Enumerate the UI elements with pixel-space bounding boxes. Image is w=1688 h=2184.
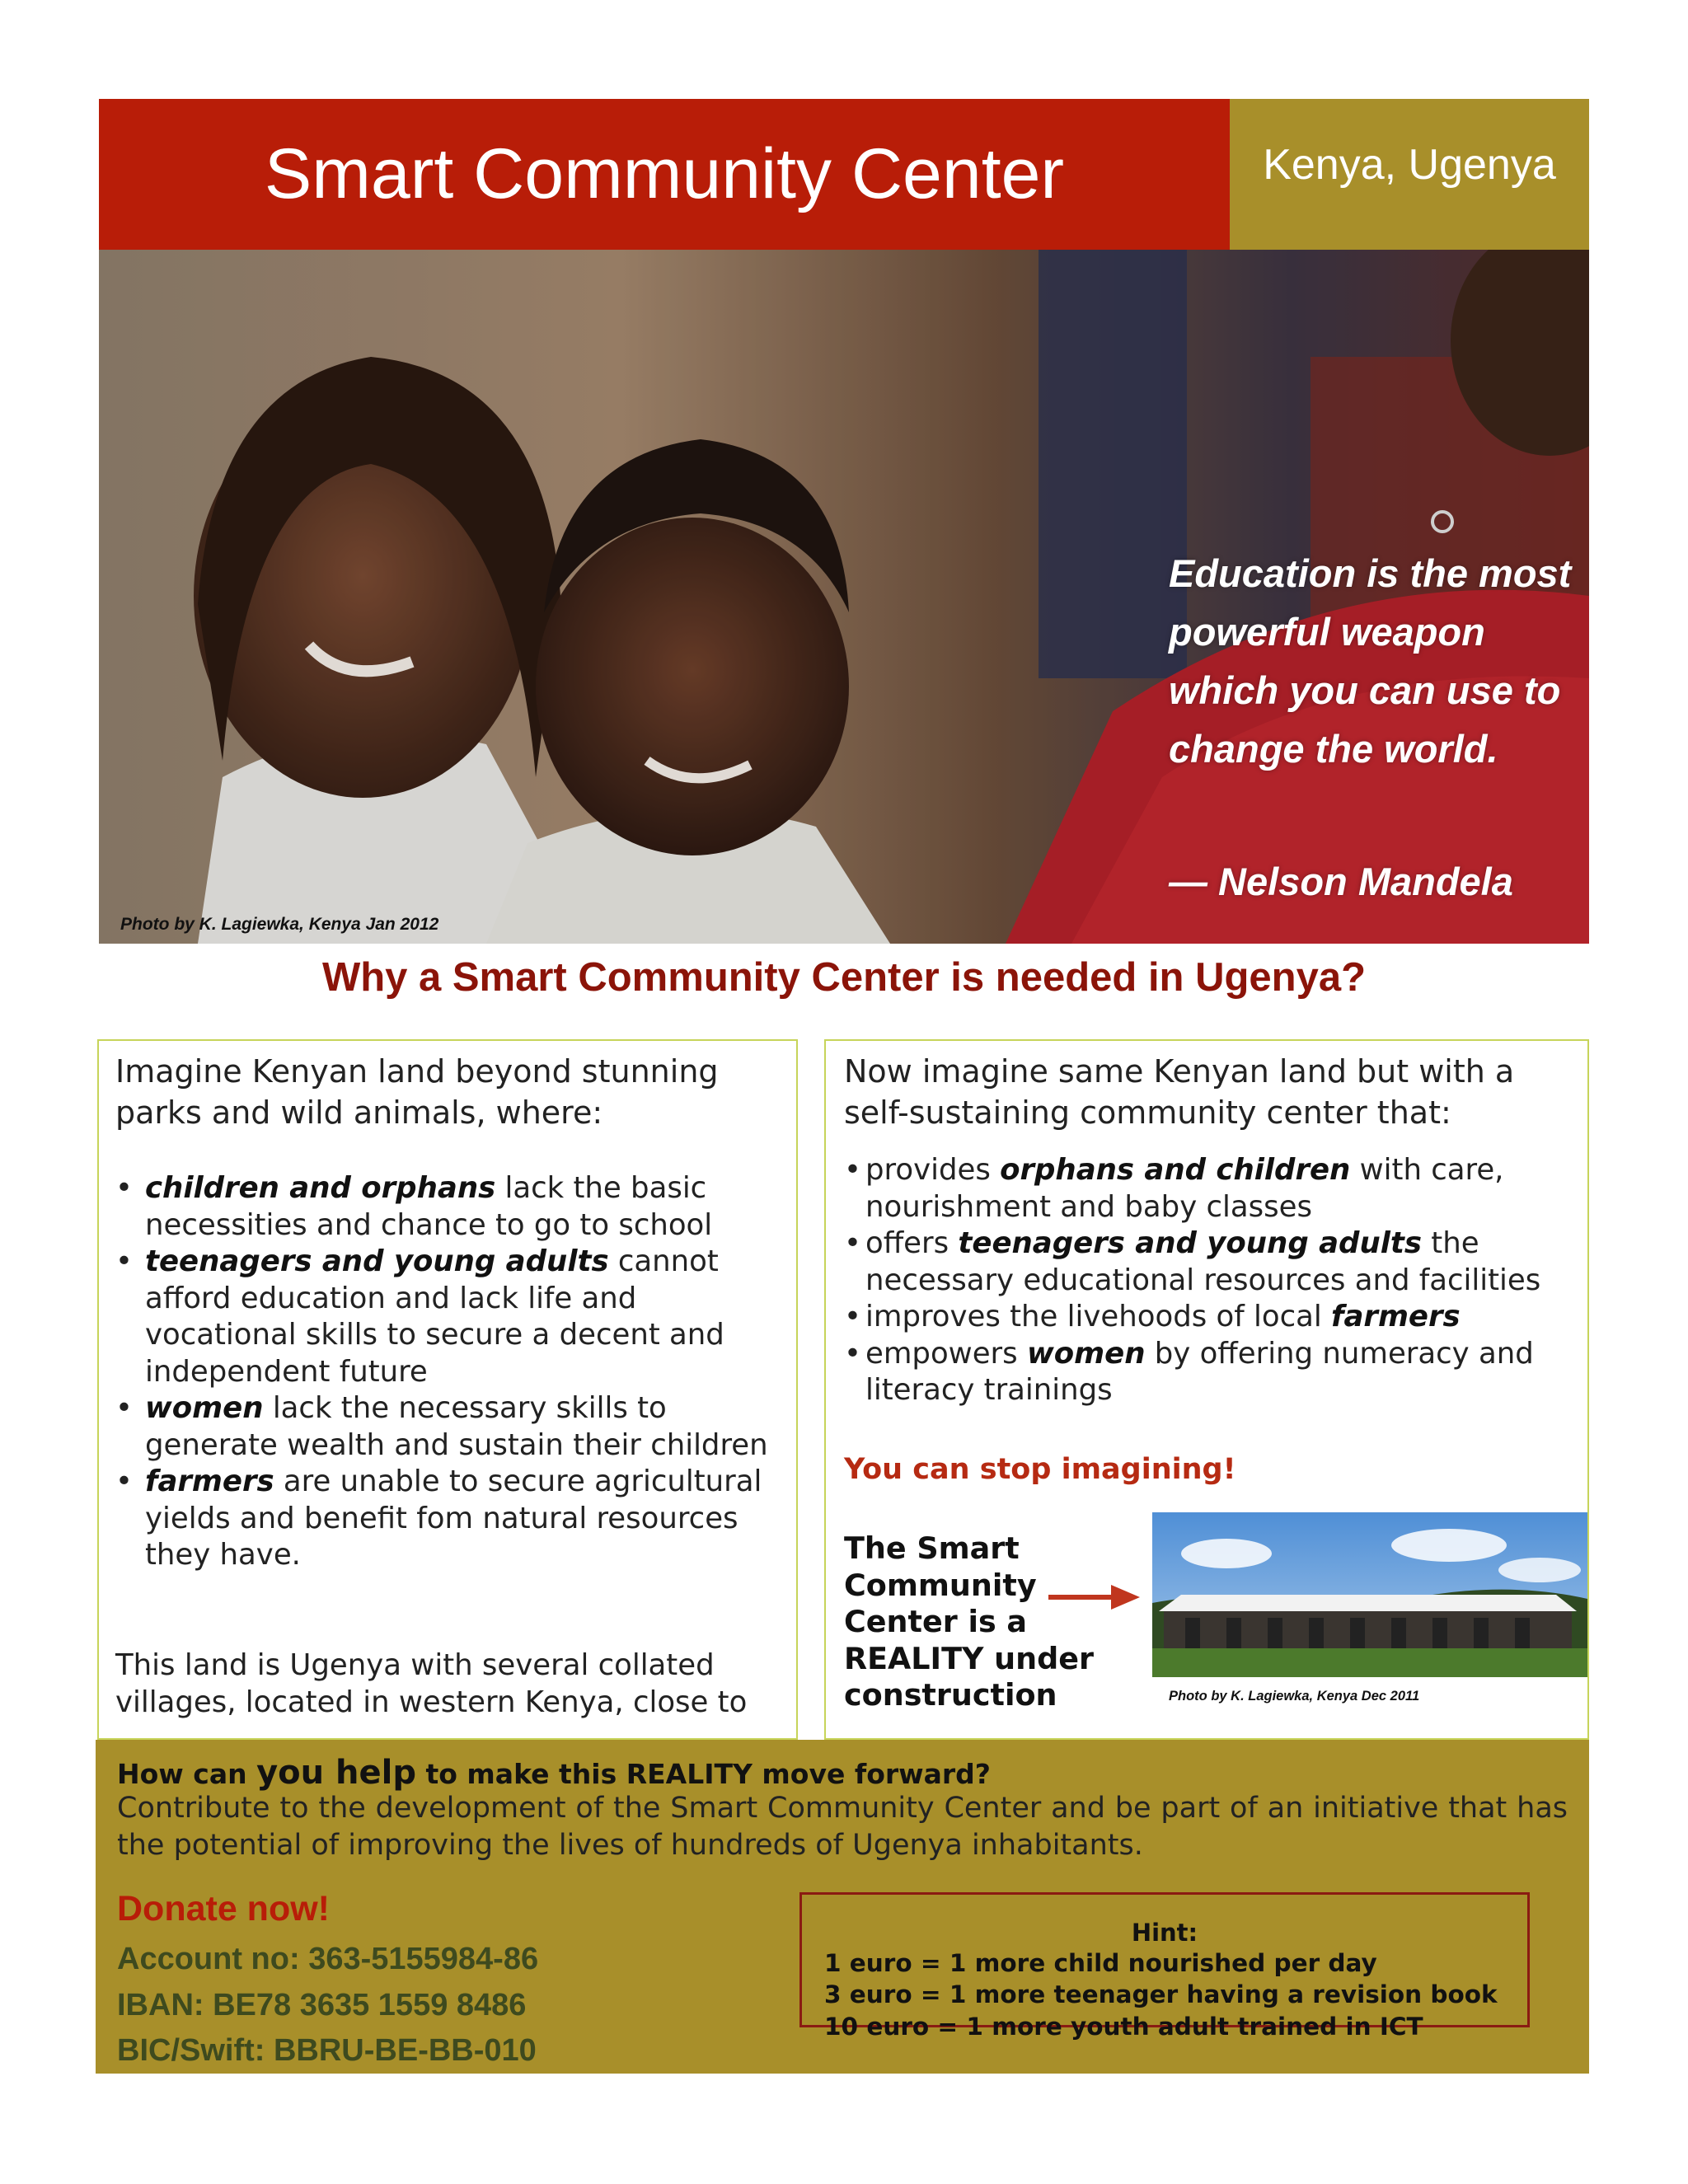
list-item: • empowers women by offering numeracy and literacy trainings (844, 1336, 1534, 1407)
list-item-highlight: women (145, 1391, 264, 1425)
bic-swift: BIC/Swift: BBRU-BE-BB-010 (117, 2033, 537, 2068)
help-heading-part: How can (117, 1758, 257, 1790)
building-photo (1152, 1512, 1587, 1677)
hint-title: Hint: (1131, 1919, 1198, 1947)
help-heading-emphasis: you help (256, 1754, 416, 1792)
location-label: Kenya, Ugenya (1263, 141, 1556, 189)
donate-heading: Donate now! (117, 1889, 330, 1929)
list-item-text: empowers (865, 1336, 1027, 1371)
problem-list (115, 1170, 775, 1574)
list-item-highlight: children and orphans (145, 1171, 496, 1205)
list-item-highlight: farmers (1331, 1300, 1461, 1333)
list-item-text: lack the basic necessities and chance to go to school (145, 1171, 713, 1242)
help-heading (117, 1754, 991, 1792)
hint-line: 3 euro = 1 more teenager having a revision book (824, 1980, 1498, 2008)
list-item-highlight: women (1026, 1336, 1146, 1371)
list-item-text: are unable to secure agricultural yields and benefit fom natural resources they have. (145, 1465, 762, 1572)
list-item-highlight: teenagers and young adults (958, 1226, 1422, 1260)
list-item: • provides orphans and children with care, nourishment and baby classes (844, 1153, 1504, 1224)
reality-statement: The Smart Community Center is a REALITY under construction (844, 1530, 1095, 1713)
account-number: Account no: 363-5155984-86 (117, 1942, 539, 1976)
list-item-highlight: farmers (145, 1465, 274, 1498)
solution-list (844, 1152, 1578, 1409)
problem-intro: Imagine Kenyan land beyond stunning parks and wild animals, where: (115, 1053, 719, 1131)
list-item-text: by offering numeracy and literacy trainings (865, 1336, 1534, 1407)
section-heading: Why a Smart Community Center is needed in Ugenya? (321, 955, 1367, 1000)
hint-line: 1 euro = 1 more child nourished per day (824, 1949, 1377, 1977)
photo-credit: Photo by K. Lagiewka, Kenya Jan 2012 (120, 915, 439, 934)
list-item-text: offers (865, 1226, 959, 1260)
arrow-right-icon (1047, 1582, 1142, 1612)
page-title: Smart Community Center (264, 134, 1065, 213)
list-item-highlight: orphans and children (1000, 1153, 1351, 1187)
building-photo-credit: Photo by K. Lagiewka, Kenya Dec 2011 (1169, 1689, 1420, 1704)
list-item-text: the necessary educational resources and facilities (865, 1226, 1541, 1297)
list-item: • offers teenagers and young adults the necessary educational resources and facilities (844, 1226, 1541, 1297)
help-heading-part: to make this REALITY move forward? (415, 1758, 991, 1790)
help-body: Contribute to the development of the Smart Community Center and be part of an initiative that has the potential of improving the lives of hundreds of Ugenya inhabitants. (117, 1792, 1568, 1862)
list-item: • women lack the necessary skills to generate wealth and sustain their children (115, 1391, 768, 1462)
iban: IBAN: BE78 3635 1559 8486 (117, 1988, 527, 2022)
list-item-text: improves the livehoods of local (865, 1300, 1332, 1333)
list-item-text: cannot afford education and lack life and vocational skills to secure a decent and independent future (145, 1244, 724, 1389)
list-item: • children and orphans lack the basic necessities and chance to go to school (115, 1171, 713, 1242)
hint-line: 10 euro = 1 more youth adult trained in ICT (824, 2013, 1423, 2041)
solution-intro: Now imagine same Kenyan land but with a self-sustaining community center that: (844, 1053, 1515, 1131)
list-item-text: lack the necessary skills to generate wealth and sustain their children (145, 1391, 768, 1462)
list-item-text: provides (865, 1153, 1001, 1187)
list-item-highlight: teenagers and young adults (145, 1244, 609, 1278)
list-item: • improves the livehoods of local farmers (844, 1300, 1461, 1333)
list-item: • teenagers and young adults cannot afford education and lack life and vocational skills to secure a decent and independent future (115, 1244, 724, 1389)
quote-author: — Nelson Mandela (1169, 860, 1513, 903)
mandela-quote: Education is the most powerful weapon which you can use to change the world. (1169, 551, 1572, 771)
stop-imagining-text: You can stop imagining! (844, 1453, 1236, 1486)
problem-outro: This land is Ugenya with several collated villages, located in western Kenya, close to (115, 1648, 748, 1719)
list-item: • farmers are unable to secure agricultural yields and benefit fom natural resources they have. (115, 1465, 762, 1572)
list-item-text: with care, nourishment and baby classes (865, 1153, 1504, 1224)
